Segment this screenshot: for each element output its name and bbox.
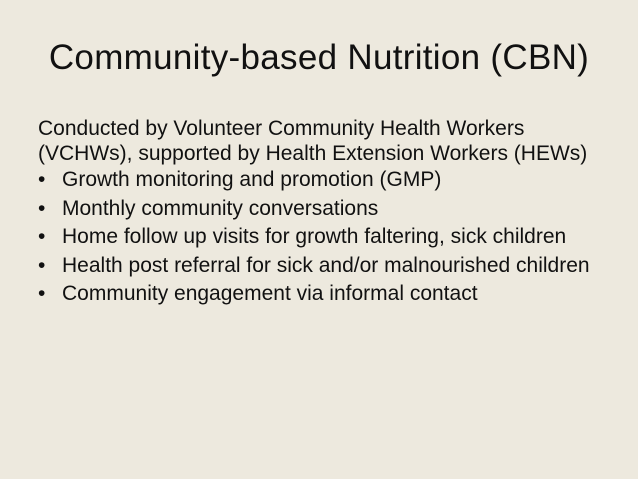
slide-title: Community-based Nutrition (CBN): [48, 38, 590, 77]
bullet-text: Health post referral for sick and/or malnourished children: [62, 253, 590, 277]
bullet-text: Monthly community conversations: [62, 196, 379, 220]
bullet-item: [38, 225, 598, 250]
bullet-item: [38, 254, 598, 279]
bullet-item: [38, 197, 598, 222]
bullet-icon: •: [38, 282, 46, 305]
bullet-icon: •: [38, 196, 46, 220]
bullet-icon: •: [38, 168, 46, 191]
slide-body: [38, 117, 598, 311]
bullet-text: Community engagement via informal contact: [62, 282, 478, 305]
intro-text: Conducted by Volunteer Community Health Workers (VCHWs), supported by Health Extension Workers (HEWs): [38, 117, 588, 165]
bullet-item: [38, 282, 598, 307]
bullet-icon: •: [38, 253, 46, 277]
bullet-list: [38, 168, 598, 307]
bullet-icon: •: [38, 225, 46, 248]
bullet-text: Growth monitoring and promotion (GMP): [62, 168, 442, 191]
bullet-item: [38, 168, 598, 193]
bullet-text: Home follow up visits for growth faltering, sick children: [62, 225, 567, 248]
